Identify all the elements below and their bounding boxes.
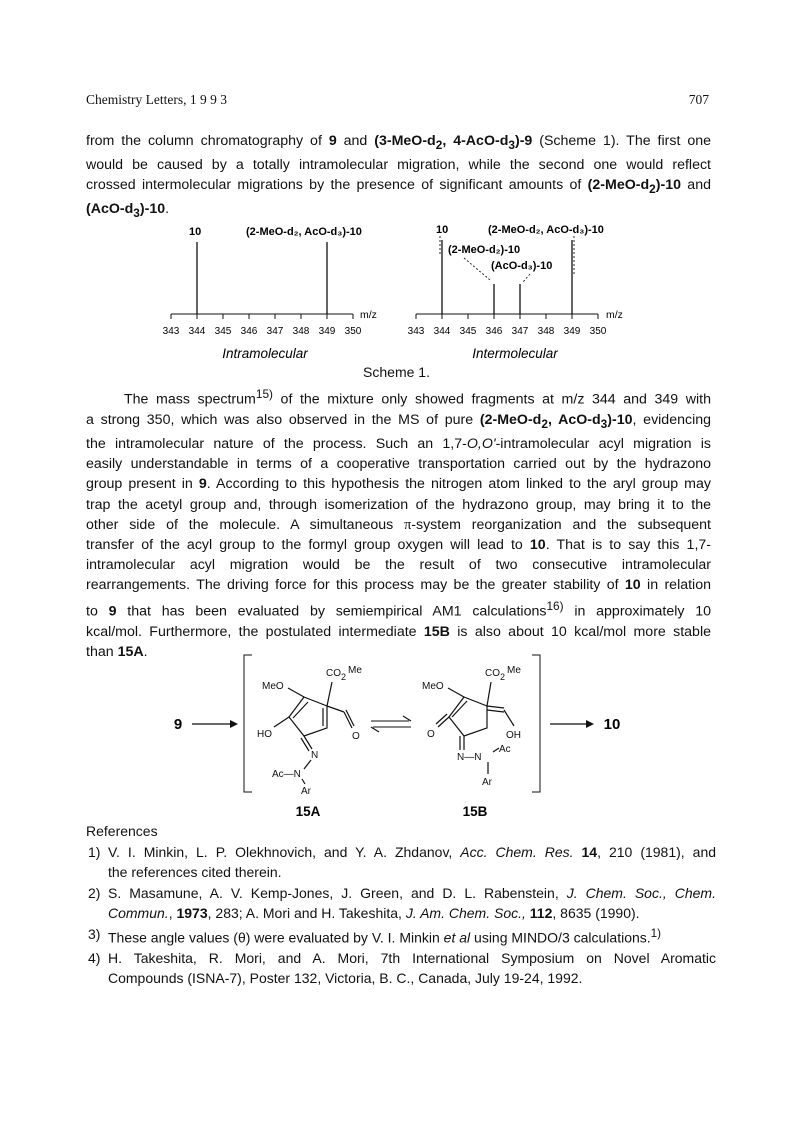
arrow-head	[586, 720, 594, 728]
atom-subscript: 2	[341, 672, 347, 682]
bond-n-ar	[302, 779, 305, 784]
citation: 15)	[255, 387, 273, 401]
bond-co	[438, 717, 449, 727]
bond-co-double	[436, 714, 447, 724]
tick-label: 347	[266, 326, 284, 337]
journal-name: Commun.	[108, 905, 169, 921]
text-span: that has been evaluated by semiempirical AM1 calculations	[116, 603, 547, 620]
intramolecular-spectrum	[163, 226, 377, 361]
text-span: .	[165, 201, 170, 218]
peak-label-10: 10	[189, 226, 202, 238]
page-number: 707	[688, 92, 709, 107]
tick-label: 348	[292, 326, 310, 337]
atom-label: Ac	[499, 744, 511, 755]
atom-label: Ar	[301, 786, 311, 797]
text-span: (2-MeO-d	[587, 177, 650, 194]
tick-label: 345	[459, 326, 477, 337]
subscript: 3	[508, 137, 515, 152]
compound-ref	[374, 133, 533, 152]
atom-label: CO	[485, 668, 500, 679]
tick-label: 343	[407, 326, 425, 337]
text-span: to	[86, 603, 109, 620]
text-line	[86, 131, 711, 155]
text-line	[86, 622, 711, 642]
text-span: crossed intermolecular migrations by the presence of significant amounts of	[86, 177, 588, 194]
pi-symbol: π	[404, 516, 412, 533]
tick-label: 348	[537, 326, 555, 337]
axis-unit: m/z	[606, 309, 623, 321]
intro-paragraph	[86, 131, 711, 223]
text-span: , 8635 (1990).	[552, 905, 640, 921]
text-span: rearrangements. The driving force for this process may be the greater stability of	[86, 577, 625, 594]
citation: 1)	[650, 926, 662, 940]
text-span: . That is to say this 1,7-	[545, 536, 712, 553]
text-span: S. Masamune, A. V. Kemp-Jones, J. Green, and D. L. Rabenstein,	[108, 884, 567, 901]
label-leader-lines	[440, 236, 574, 282]
compound-ref: 9	[198, 476, 207, 493]
text-span: )-10	[655, 177, 681, 194]
compound-label-15B: 15B	[462, 804, 488, 819]
atom-label: OH	[506, 730, 521, 741]
text-line: the references cited therein.	[108, 864, 282, 880]
main-paragraph	[86, 384, 711, 662]
text-line	[86, 410, 711, 434]
journal-name: J. Am. Chem. Soc.,	[405, 905, 526, 921]
axis-ticks	[416, 314, 598, 319]
text-span: (3-MeO-d	[374, 133, 436, 149]
tick-label: 346	[240, 326, 258, 337]
atom-label: MeO	[422, 681, 444, 692]
text-line	[86, 175, 711, 199]
reference-number: 4)	[88, 949, 101, 966]
text-span: is also about 10 kcal/mol more stable	[449, 623, 711, 640]
text-span: The mass spectrum	[124, 391, 256, 408]
tick-label: 349	[563, 326, 581, 337]
atom-label: MeO	[262, 681, 284, 692]
double-bond	[293, 702, 308, 718]
volume: 14	[581, 843, 598, 860]
cyclopentene-ring	[449, 697, 487, 736]
text-line	[86, 575, 711, 595]
atom-label: N	[311, 750, 319, 761]
text-span: These angle values (θ) were evaluated by V. I. Minkin	[108, 929, 444, 946]
text-span: -system reorganization and the subsequent	[411, 516, 711, 533]
bond-cn-double	[301, 738, 309, 751]
bond-exocyclic-double	[487, 710, 504, 712]
compound-label-15A: 15A	[295, 804, 321, 819]
journal-name: J. Chem. Soc., Chem.	[566, 884, 716, 901]
compound-ref: 15B	[423, 623, 450, 640]
start-compound-label: 9	[173, 716, 183, 733]
bond-c-oh	[504, 710, 514, 726]
text-line	[86, 434, 711, 454]
bond-exocyclic	[487, 706, 504, 708]
reference-number: 1)	[88, 843, 101, 860]
atom-label: Ac—N	[272, 769, 301, 780]
structure-15B-labels	[422, 665, 521, 788]
text-span: , evidencing	[632, 411, 712, 428]
atom-label: Me	[507, 665, 521, 676]
text-span: group present in	[86, 476, 199, 493]
bond-cho	[327, 706, 344, 712]
citation: 16)	[546, 598, 564, 613]
text-span: )-9	[514, 133, 533, 149]
tick-labels	[408, 326, 607, 337]
tick-label: 349	[318, 326, 336, 337]
axis-ticks	[171, 314, 353, 319]
atom-label: O	[427, 729, 435, 740]
text-line	[108, 903, 716, 924]
compound-ref: 10	[624, 577, 641, 594]
text-span: . According to this hypothesis the nitrogen atom linked to the aryl group may	[206, 476, 711, 493]
compound-ref: 9	[328, 133, 337, 149]
subscript: 2	[541, 416, 548, 431]
intermolecular-label: Intermolecular	[472, 346, 558, 361]
text-line	[108, 924, 716, 948]
text-line: Compounds (ISNA-7), Poster 132, Victoria, B. C., Canada, July 19-24, 1992.	[108, 970, 583, 987]
bond-nn	[304, 760, 311, 769]
atom-label: N—N	[457, 752, 482, 763]
text-span: ,	[168, 905, 177, 921]
text-line	[86, 384, 711, 410]
text-span: , AcO-d	[547, 411, 601, 428]
text-span: in relation	[640, 577, 711, 594]
tick-label: 350	[344, 326, 362, 337]
text-span: (AcO-d	[86, 201, 134, 218]
product-compound-label: 10	[603, 716, 621, 733]
text-line	[86, 596, 711, 622]
compound-ref	[587, 177, 681, 197]
text-span: in approximately 10	[563, 603, 712, 620]
compound-ref: 15A	[117, 643, 144, 660]
arrow-head	[230, 720, 238, 728]
text-line	[86, 474, 711, 494]
peak-label-dideutero: (2-MeO-d₂, AcO-d₃)-10	[488, 224, 604, 236]
bond-ho	[274, 717, 289, 727]
scheme-caption: Scheme 1.	[363, 364, 430, 380]
text-span: transfer of the acyl group to the formyl group oxygen will lead to	[86, 536, 530, 553]
text-line	[108, 842, 716, 863]
text-span: and	[336, 133, 375, 149]
subscript: 3	[133, 206, 140, 221]
atom-label: O	[352, 731, 360, 742]
tick-label: 346	[485, 326, 503, 337]
structure-15A-labels	[257, 665, 362, 797]
compound-ref	[479, 411, 633, 431]
journal-header: Chemistry Letters, 1 9 9 3	[86, 92, 227, 107]
text-span: the intramolecular nature of the process. Such an 1,7-	[86, 435, 467, 452]
text-line: easily understandable in terms of a cooperative transportation carried out by the hydrazono	[86, 456, 711, 473]
peak-label-dideutero: (2-MeO-d₂, AcO-d₃)-10	[246, 226, 362, 238]
text-span: (Scheme 1). The first one	[532, 133, 711, 149]
references-heading: References	[86, 823, 158, 839]
text-line: intramolecular acyl migration would be the result of two consecutive intramolecular	[86, 557, 711, 574]
mass-spectra-scheme	[140, 218, 660, 364]
peak-label-meo: (2-MeO-d₂)-10	[448, 244, 521, 256]
text-line	[108, 883, 716, 904]
tick-label: 350	[589, 326, 607, 337]
compound-ref	[86, 201, 166, 221]
compound-ref: 9	[108, 603, 117, 620]
text-span: (2-MeO-d	[479, 411, 542, 428]
text-line: would be caused by a totally intramolecular migration, while the second one would reflect	[86, 157, 711, 174]
tick-label: 344	[433, 326, 451, 337]
bond-cn	[304, 736, 312, 749]
text-span: using MINDO/3 calculations.	[470, 929, 651, 946]
equilibrium-arrows	[371, 716, 411, 732]
text-span: -intramolecular acyl migration is	[495, 435, 711, 452]
reference-item	[88, 948, 716, 989]
subscript: 2	[649, 182, 656, 197]
text-span: .	[143, 643, 148, 660]
text-span: , 283; A. Mori and H. Takeshita,	[207, 905, 406, 921]
reference-item	[88, 842, 716, 883]
bond-co2me	[327, 682, 332, 706]
compound-ref: 10	[529, 536, 546, 553]
subscript: 2	[435, 137, 443, 152]
tick-label: 347	[511, 326, 529, 337]
text-span: than	[86, 643, 118, 660]
text-span: , 4-AcO-d	[442, 133, 509, 149]
atom-label: HO	[257, 729, 272, 740]
intermolecular-spectrum	[408, 224, 623, 361]
text-line: trap the acetyl group and, through isomerization of the hydrazono group, may bring it to the	[86, 496, 711, 513]
bond-meo	[288, 688, 304, 697]
text-span: )-10	[139, 201, 166, 218]
year: 1973	[176, 905, 208, 921]
italic-text: et al	[443, 929, 471, 946]
references-section	[86, 821, 716, 989]
atom-label: Me	[348, 665, 362, 676]
bracket-left	[244, 655, 252, 792]
text-line	[86, 535, 711, 555]
text-line	[86, 515, 711, 535]
text-span	[574, 844, 582, 860]
atom-subscript: 2	[500, 672, 506, 682]
atom-label: Ar	[482, 777, 492, 788]
peak-label-10: 10	[436, 224, 449, 236]
text-span: )-10	[607, 411, 633, 428]
text-span: from the column chromatography of	[86, 133, 329, 149]
reference-item	[88, 883, 716, 924]
tick-labels	[163, 326, 362, 337]
tick-label: 343	[162, 326, 180, 337]
italic-text: O,O'	[466, 435, 496, 452]
text-span: V. I. Minkin, L. P. Olekhnovich, and Y. A. Zhdanov,	[108, 843, 461, 860]
text-span: kcal/mol. Furthermore, the postulated intermediate	[86, 623, 424, 640]
bond-co2me	[487, 682, 491, 706]
bracket-right	[532, 655, 540, 792]
peak-label-aco: (AcO-d₃)-10	[491, 260, 553, 272]
text-span: , 210 (1981), and	[597, 843, 717, 860]
reference-item	[88, 924, 716, 948]
text-span: other side of the molecule. A simultaneous	[86, 516, 405, 533]
subscript: 3	[600, 416, 608, 431]
reference-number: 2)	[88, 884, 101, 901]
text-span: and	[680, 177, 711, 194]
text-span: a strong 350, which was also observed in the MS of pure	[86, 411, 480, 428]
reference-number: 3)	[88, 925, 101, 942]
text-span: of the mixture only showed fragments at m/z 344 and 349 with	[272, 391, 711, 408]
tick-label: 344	[188, 326, 206, 337]
text-line: H. Takeshita, R. Mori, and A. Mori, 7th International Symposium on Novel Aromatic	[108, 949, 716, 966]
bond-meo	[448, 688, 464, 697]
reaction-scheme	[160, 652, 640, 820]
tick-label: 345	[214, 326, 232, 337]
intramolecular-label: Intramolecular	[222, 346, 308, 361]
axis-unit: m/z	[360, 309, 377, 321]
atom-label: CO	[326, 668, 341, 679]
journal-name: Acc. Chem. Res.	[460, 843, 574, 860]
volume: 112	[529, 905, 553, 921]
